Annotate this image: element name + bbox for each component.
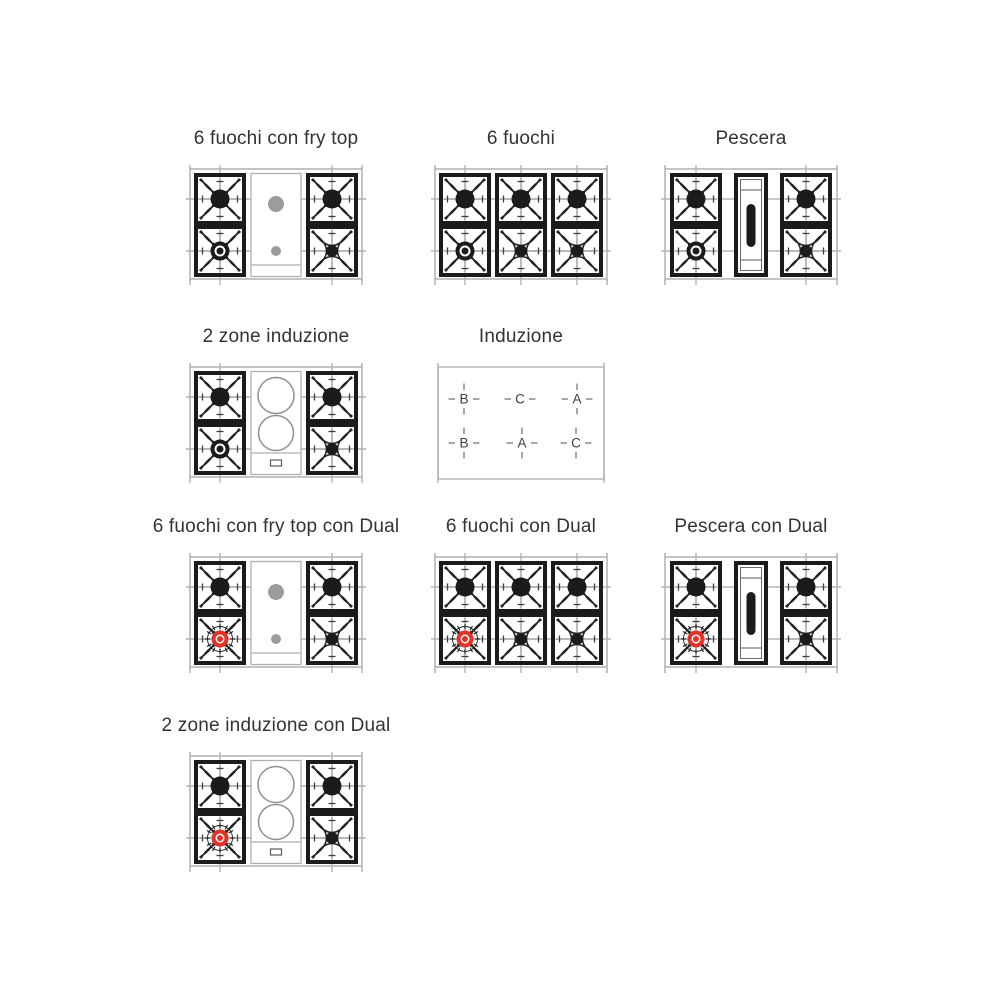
- burner-large-icon: [568, 190, 587, 209]
- cooktop-diagram: [431, 165, 611, 285]
- burner-small-icon: [515, 245, 527, 257]
- burner-column: [553, 563, 601, 663]
- burner-large-icon: [456, 578, 475, 597]
- fry-top-dot-small: [271, 246, 281, 256]
- burner-column: [196, 762, 244, 862]
- control-badge: [271, 849, 282, 855]
- figure-title: 6 fuochi: [486, 128, 556, 149]
- burner-large-icon: [797, 190, 816, 209]
- burner-column: [672, 175, 720, 275]
- induction-2zone-panel: [251, 761, 301, 864]
- burner-large-icon: [323, 777, 342, 796]
- fish-burner-module: [736, 563, 766, 663]
- burner-column: [672, 563, 720, 663]
- cooktop-diagram: [661, 553, 841, 673]
- burner-column: [308, 563, 356, 663]
- burner-column: [497, 563, 545, 663]
- diagram-mount: [601, 165, 901, 285]
- burner-large-icon: [211, 388, 230, 407]
- cooktop-diagram: [186, 553, 366, 673]
- burner-large-icon: [512, 578, 531, 597]
- burner-column: [196, 373, 244, 473]
- zone-letter: C: [571, 435, 581, 451]
- burner-column: [196, 563, 244, 663]
- induction-cooktop-diagram: [434, 363, 608, 483]
- induction-2zone-panel: [251, 372, 301, 475]
- burner-small-icon: [571, 245, 583, 257]
- zone-letter: C: [515, 391, 525, 407]
- fry-top-dot-small: [271, 634, 281, 644]
- figure-title: Induzione: [478, 326, 564, 347]
- cooktop-diagram: [186, 752, 366, 872]
- burner-large-icon: [687, 578, 706, 597]
- burner-small-icon: [515, 633, 527, 645]
- zone-letter: B: [459, 435, 469, 451]
- fry-top-panel: [251, 562, 301, 665]
- figure-title: Pescera con Dual: [674, 516, 828, 537]
- burner-column: [782, 175, 830, 275]
- burner-large-icon: [568, 578, 587, 597]
- burner-ring-icon: [689, 244, 704, 259]
- burner-large-icon: [211, 190, 230, 209]
- fry-top-dot-large: [268, 196, 284, 212]
- diagram-mount: [371, 363, 671, 483]
- cooktop-diagram: [661, 165, 841, 285]
- figure-title: 2 zone induzione: [202, 326, 350, 347]
- burner-small-icon: [571, 633, 583, 645]
- cooktop-diagram: [431, 553, 611, 673]
- burner-column: [497, 175, 545, 275]
- diagram-mount: [126, 752, 426, 872]
- figure-title: Pescera: [715, 128, 787, 149]
- zone-letter: A: [517, 435, 527, 451]
- zone-letter: B: [459, 391, 469, 407]
- fish-burner-module: [736, 175, 766, 275]
- burner-small-icon: [800, 633, 812, 645]
- burner-large-icon: [323, 578, 342, 597]
- burner-column: [308, 373, 356, 473]
- burner-large-icon: [323, 388, 342, 407]
- figure-induzione: [371, 325, 671, 483]
- burner-large-icon: [456, 190, 475, 209]
- figure-title: 2 zone induzione con Dual: [161, 715, 391, 736]
- burner-small-icon: [800, 245, 812, 257]
- figure-pescera: [601, 127, 901, 285]
- burner-large-icon: [323, 190, 342, 209]
- burner-column: [782, 563, 830, 663]
- control-badge: [271, 460, 282, 466]
- burner-small-icon: [326, 832, 338, 844]
- diagram-mount: [601, 553, 901, 673]
- cooktop-diagram: [186, 165, 366, 285]
- fry-top-dot-large: [268, 584, 284, 600]
- burner-column: [441, 175, 489, 275]
- figure-title: 6 fuochi con fry top con Dual: [152, 516, 400, 537]
- fish-burner-icon: [747, 592, 756, 635]
- cooktop-diagram: [186, 363, 366, 483]
- burner-ring-icon: [213, 244, 228, 259]
- burner-large-icon: [211, 578, 230, 597]
- fry-top-panel: [251, 174, 301, 277]
- figure-2-zone-induzione-con-dual: [126, 714, 426, 872]
- burner-large-icon: [797, 578, 816, 597]
- burner-column: [308, 762, 356, 862]
- burner-column: [441, 563, 489, 663]
- burner-ring-icon: [458, 244, 473, 259]
- burner-ring-icon: [213, 442, 228, 457]
- burner-large-icon: [512, 190, 531, 209]
- burner-column: [553, 175, 601, 275]
- burner-column: [308, 175, 356, 275]
- burner-large-icon: [687, 190, 706, 209]
- figure-title: 6 fuochi con Dual: [445, 516, 597, 537]
- fish-burner-icon: [747, 204, 756, 247]
- burner-small-icon: [326, 245, 338, 257]
- burner-large-icon: [211, 777, 230, 796]
- burner-column: [196, 175, 244, 275]
- burner-small-icon: [326, 633, 338, 645]
- zone-letter: A: [572, 391, 582, 407]
- figure-title: 6 fuochi con fry top: [193, 128, 359, 149]
- figure-pescera-con-dual: [601, 515, 901, 673]
- burner-small-icon: [326, 443, 338, 455]
